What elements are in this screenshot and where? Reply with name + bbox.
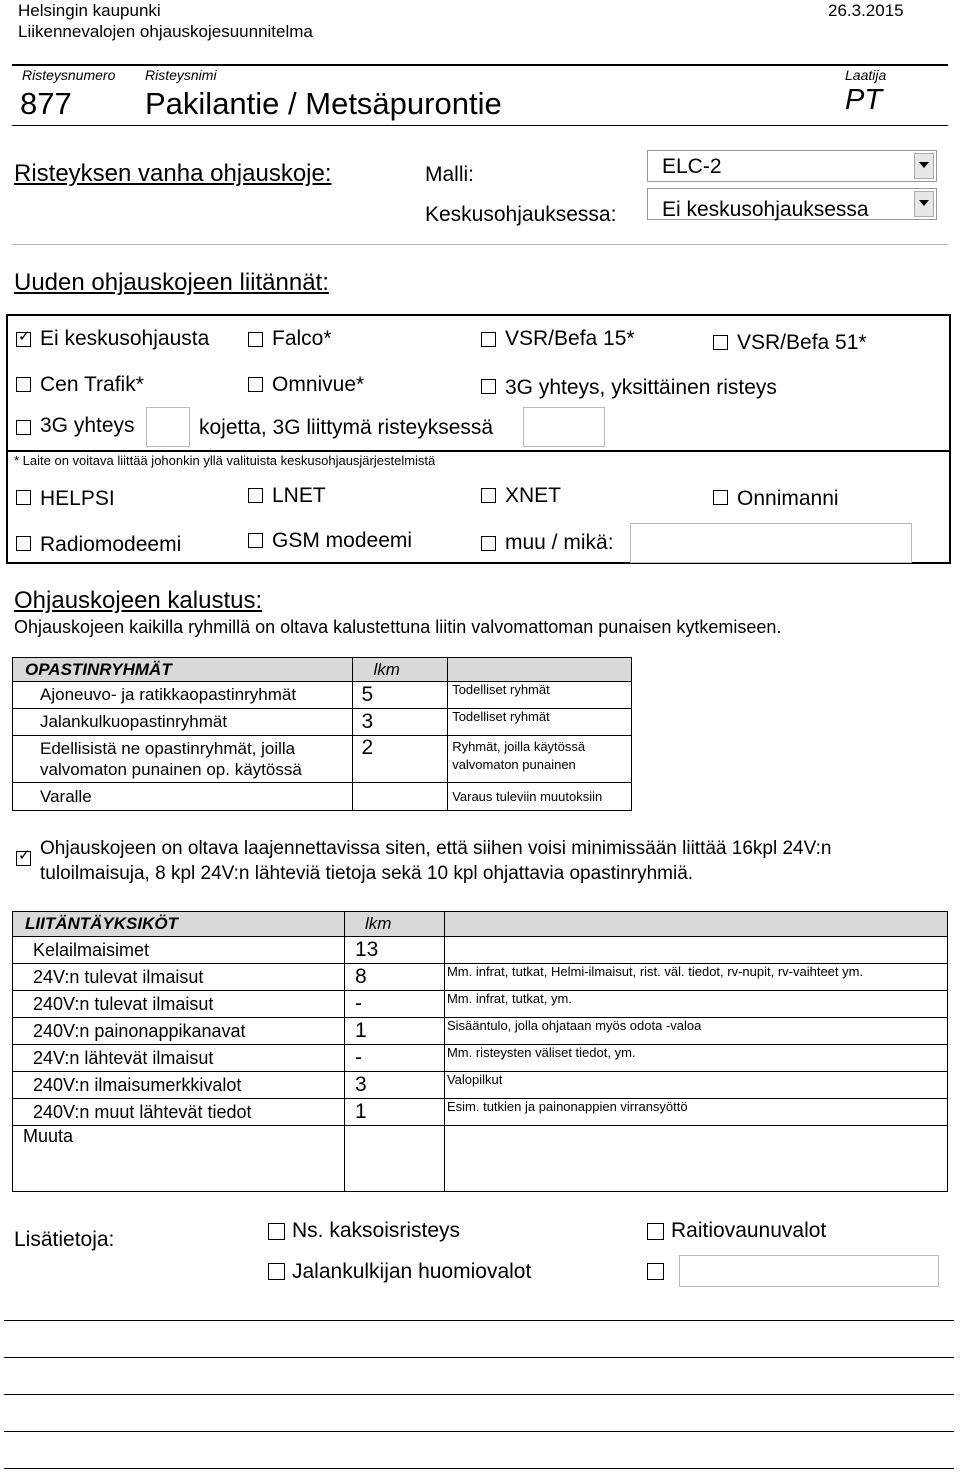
groups-header: OPASTINRYHMÄT: [13, 658, 353, 682]
checkbox-gsm-modeemi[interactable]: [248, 533, 263, 548]
table-row: [13, 1018, 948, 1045]
checkbox-ei-keskusohjausta[interactable]: [16, 328, 31, 347]
checkbox-huomiovalot[interactable]: [268, 1263, 285, 1280]
group-name: Varalle: [13, 783, 353, 811]
checkbox-other[interactable]: [647, 1263, 664, 1280]
group-count: 2: [353, 736, 448, 783]
label-raitiovaunuvalot: Raitiovaunuvalot: [671, 1219, 827, 1242]
label-3g-yhteys: 3G yhteys: [40, 414, 135, 437]
header-rule-top: [12, 64, 948, 66]
label-huomiovalot: Jalankulkijan huomiovalot: [292, 1260, 532, 1283]
other-label: Muuta: [13, 1126, 345, 1192]
checkbox-raitiovaunuvalot[interactable]: [647, 1223, 664, 1240]
model-dropdown[interactable]: [647, 150, 937, 182]
table-row: [13, 783, 632, 811]
table-row: [13, 1045, 948, 1072]
label-falco: Falco*: [272, 327, 332, 350]
checkbox-omnivue[interactable]: [248, 377, 263, 392]
other-note: [444, 1126, 947, 1192]
interface-count: 13: [344, 937, 444, 964]
checkbox-radiomodeemi[interactable]: [16, 536, 31, 551]
interface-name: Kelailmaisimet: [13, 937, 345, 964]
label-vsr-befa-51: VSR/Befa 51*: [737, 331, 867, 354]
group-count: 5: [353, 682, 448, 709]
interface-note: [444, 937, 947, 964]
group-name: Jalankulkuopastinryhmät: [13, 709, 353, 736]
extra-other-input[interactable]: [679, 1255, 939, 1287]
interface-count: -: [344, 991, 444, 1018]
central-value: Ei keskusohjauksessa: [662, 198, 869, 221]
interface-count: 1: [344, 1018, 444, 1045]
label-3g-yksittainen: 3G yhteys, yksittäinen risteys: [505, 376, 777, 399]
muu-mika-input[interactable]: [630, 523, 912, 563]
note-line: [4, 1320, 954, 1321]
label-kaksoisristeys: Ns. kaksoisristeys: [292, 1219, 461, 1242]
table-row: [13, 682, 632, 709]
3g-middle-text: kojetta, 3G liittymä risteyksessä: [199, 416, 494, 439]
header-rule-bottom: [12, 125, 948, 126]
table-row: [13, 1072, 948, 1099]
checkbox-expandable[interactable]: [16, 847, 31, 866]
note-line: [4, 1468, 954, 1469]
label-gsm-modeemi: GSM modeemi: [272, 529, 413, 552]
chevron-down-icon[interactable]: [914, 191, 934, 217]
laatija-label: Laatija: [845, 67, 887, 83]
label-ei-keskusohjausta: Ei keskusohjausta: [40, 327, 210, 350]
3g-count-input[interactable]: [146, 407, 190, 447]
checkbox-3g-yksittainen[interactable]: [481, 379, 496, 394]
interface-note: Mm. infrat, tutkat, ym.: [444, 991, 947, 1018]
group-name: Ajoneuvo- ja ratikkaopastinryhmät: [13, 682, 353, 709]
interface-note: Mm. infrat, tutkat, Helmi-ilmaisut, rist. väl. tiedot, rv-nupit, rv-vaihteet ym.: [444, 964, 947, 991]
interface-name: 240V:n tulevat ilmaisut: [13, 991, 345, 1018]
checkbox-vsr-befa-15[interactable]: [481, 332, 496, 347]
extra-heading: Lisätietoja:: [14, 1228, 115, 1251]
groups-count-header: lkm: [353, 658, 448, 682]
central-dropdown[interactable]: [647, 188, 937, 220]
author-value: PT: [845, 84, 883, 116]
org-name: Helsingin kaupunki: [18, 1, 161, 20]
label-vsr-befa-15: VSR/Befa 15*: [505, 327, 635, 350]
interface-name: 240V:n ilmaisumerkkivalot: [13, 1072, 345, 1099]
table-row: [13, 964, 948, 991]
interface-note: Esim. tutkien ja painonappien virransyöttö: [444, 1099, 947, 1126]
old-controller-heading: Risteyksen vanha ohjauskoje:: [14, 160, 332, 187]
group-note: Ryhmät, joilla käytössä valvomaton punainen: [448, 736, 632, 783]
interfaces-table: [12, 911, 948, 1192]
equipment-heading: Ohjauskojeen kalustus:: [14, 587, 263, 614]
interface-note: Mm. risteysten väliset tiedot, ym.: [444, 1045, 947, 1072]
checkbox-kaksoisristeys[interactable]: [268, 1223, 285, 1240]
interface-note: Valopilkut: [444, 1072, 947, 1099]
section-divider: [12, 244, 948, 245]
group-note: Todelliset ryhmät: [448, 709, 632, 736]
interface-name: 240V:n muut lähtevät tiedot: [13, 1099, 345, 1126]
interfaces-header: LIITÄNTÄYKSIKÖT: [13, 912, 345, 937]
doc-date: 26.3.2015: [828, 1, 904, 20]
checkbox-onnimanni[interactable]: [713, 490, 728, 505]
label-helpsi: HELPSI: [40, 487, 115, 510]
table-row: [13, 991, 948, 1018]
label-cen-trafik: Cen Trafik*: [40, 373, 144, 396]
risteysnumero-label: Risteysnumero: [22, 67, 116, 83]
intersection-number: 877: [20, 86, 72, 121]
note-line: [4, 1357, 954, 1358]
intersection-name: Pakilantie / Metsäpurontie: [145, 86, 502, 121]
group-note: Varaus tuleviin muutoksiin: [448, 783, 632, 811]
checkbox-vsr-befa-51[interactable]: [713, 335, 728, 350]
table-row: [13, 709, 632, 736]
label-xnet: XNET: [505, 484, 562, 507]
other-count: [344, 1126, 444, 1192]
interface-count: 3: [344, 1072, 444, 1099]
label-onnimanni: Onnimanni: [737, 487, 839, 510]
note-line: [4, 1431, 954, 1432]
interface-note: Sisääntulo, jolla ohjataan myös odota -valoa: [444, 1018, 947, 1045]
label-omnivue: Omnivue*: [272, 373, 365, 396]
doc-title: Liikennevalojen ohjauskojesuunnitelma: [18, 22, 313, 41]
expand-text: Ohjauskojeen on oltava laajennettavissa siten, että siihen voisi minimissään liittää 16kpl 24V:n tuloilmaisuja, 8 kpl 24V:n lähteviä tietoja sekä 10 kpl ohjattavia opastinryhmiä.: [40, 838, 832, 884]
interface-name: 240V:n painonappikanavat: [13, 1018, 345, 1045]
risteysnimi-label: Risteysnimi: [145, 67, 217, 83]
table-row: [13, 937, 948, 964]
group-count: [353, 783, 448, 811]
3g-extra-input[interactable]: [523, 407, 605, 447]
check-icon: ✓: [18, 328, 31, 345]
note-line: [4, 1394, 954, 1395]
groups-table: [12, 657, 632, 811]
group-note: Todelliset ryhmät: [448, 682, 632, 709]
model-value: ELC-2: [662, 155, 722, 178]
checkbox-3g-yhteys[interactable]: [16, 420, 31, 435]
chevron-down-icon[interactable]: [914, 153, 934, 179]
interface-count: -: [344, 1045, 444, 1072]
check-icon: ✓: [18, 847, 31, 864]
checkbox-lnet[interactable]: [248, 488, 263, 503]
table-row: [13, 1126, 948, 1192]
table-row: [13, 736, 632, 783]
groups-note-header: [448, 658, 632, 682]
checkbox-xnet[interactable]: [481, 488, 496, 503]
central-label: Keskusohjauksessa:: [425, 203, 617, 226]
interfaces-note-header: [444, 912, 947, 937]
checkbox-muu[interactable]: [481, 536, 496, 551]
checkbox-helpsi[interactable]: [16, 490, 31, 505]
connections-heading: Uuden ohjauskojeen liitännät:: [14, 269, 329, 296]
interface-count: 1: [344, 1099, 444, 1126]
checkbox-cen-trafik[interactable]: [16, 377, 31, 392]
interface-count: 8: [344, 964, 444, 991]
checkbox-falco[interactable]: [248, 332, 263, 347]
label-muu: muu / mikä:: [505, 531, 614, 554]
interface-name: 24V:n lähtevät ilmaisut: [13, 1045, 345, 1072]
connections-footnote: * Laite on voitava liittää johonkin yllä valituista keskusohjausjärjestelmistä: [14, 453, 436, 468]
equipment-description: Ohjauskojeen kaikilla ryhmillä on oltava kalustettuna liitin valvomattoman punaisen kytkemiseen.: [14, 617, 782, 637]
table-row: [13, 1099, 948, 1126]
label-radiomodeemi: Radiomodeemi: [40, 533, 182, 556]
label-lnet: LNET: [272, 484, 326, 507]
interface-name: 24V:n tulevat ilmaisut: [13, 964, 345, 991]
group-name: Edellisistä ne opastinryhmät, joilla valvomaton punainen op. käytössä: [13, 736, 353, 783]
interfaces-count-header: lkm: [344, 912, 444, 937]
model-label: Malli:: [425, 163, 475, 186]
group-count: 3: [353, 709, 448, 736]
